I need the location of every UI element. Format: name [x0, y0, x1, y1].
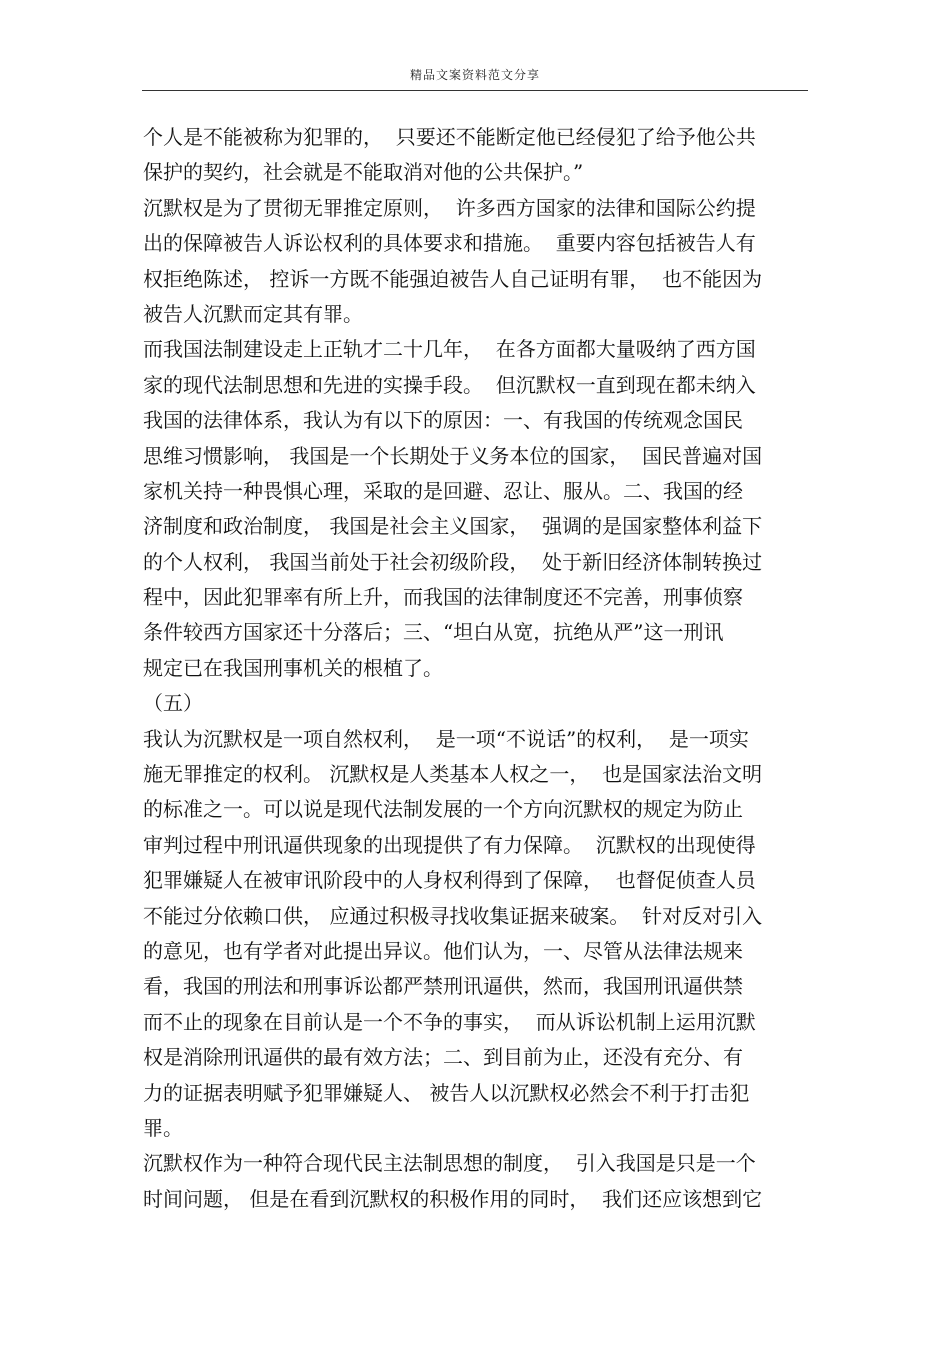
text-line: 规定已在我国刑事机关的根植了。: [143, 655, 443, 680]
text-line: 程中，因此犯罪率有所上升，而我国的法律制度还不完善，刑事侦察: [143, 585, 743, 610]
text-line: 不能过分依赖口供， 应通过积极寻找收集证据来破案。 针对反对引入: [143, 903, 763, 928]
header-divider: [142, 90, 808, 91]
text-line: 时间问题， 但是在看到沉默权的积极作用的同时， 我们还应该想到它: [143, 1186, 763, 1211]
text-line: 看，我国的刑法和刑事诉讼都严禁刑讯逼供，然而，我国刑讯逼供禁: [143, 974, 743, 999]
text-line: 的个人权利， 我国当前处于社会初级阶段， 处于新旧经济体制转换过: [143, 549, 763, 574]
text-line: 保护的契约，社会就是不能取消对他的公共保护。”: [143, 160, 584, 185]
text-line: 被告人沉默而定其有罪。: [143, 301, 363, 326]
text-line: 犯罪嫌疑人在被审讯阶段中的人身权利得到了保障， 也督促侦查人员: [143, 868, 756, 893]
text-line: 施无罪推定的权利。 沉默权是人类基本人权之一， 也是国家法治文明: [143, 762, 763, 787]
text-line: 出的保障被告人诉讼权利的具体要求和措施。 重要内容包括被告人有: [143, 231, 756, 256]
text-line: 罪。: [143, 1115, 183, 1140]
document-body: [143, 120, 823, 1217]
text-line: 沉默权作为一种符合现代民主法制思想的制度， 引入我国是只是一个: [143, 1151, 756, 1176]
text-line: 我认为沉默权是一项自然权利， 是一项“不说话”的权利， 是一项实: [143, 726, 749, 751]
text-line: 的标准之一。可以说是现代法制发展的一个方向沉默权的规定为防止: [143, 797, 743, 822]
text-line: （五）: [143, 691, 203, 716]
text-line: 而我国法制建设走上正轨才二十几年， 在各方面都大量吸纳了西方国: [143, 337, 756, 362]
text-line: 权是消除刑讯逼供的最有效方法；二、到目前为止，还没有充分、有: [143, 1045, 743, 1070]
text-line: 思维习惯影响， 我国是一个长期处于义务本位的国家， 国民普遍对国: [143, 443, 763, 468]
text-line: 家机关持一种畏惧心理，采取的是回避、忍让、服从。二、我国的经: [143, 478, 743, 503]
text-line: 而不止的现象在目前认是一个不争的事实， 而从诉讼机制上运用沉默: [143, 1009, 756, 1034]
text-line: 家的现代法制思想和先进的实操手段。 但沉默权一直到现在都未纳入: [143, 372, 756, 397]
text-line: 的意见，也有学者对此提出异议。他们认为，一、尽管从法律法规来: [143, 938, 743, 963]
text-line: 审判过程中刑讯逼供现象的出现提供了有力保障。 沉默权的出现使得: [143, 832, 756, 857]
text-line: 个人是不能被称为犯罪的， 只要还不能断定他已经侵犯了给予他公共: [143, 125, 756, 149]
text-line: 权拒绝陈述， 控诉一方既不能强迫被告人自己证明有罪， 也不能因为: [143, 266, 763, 291]
text-line: 条件较西方国家还十分落后；三、“坦白从宽，抗绝从严”这一刑讯: [143, 620, 724, 645]
text-line: 沉默权是为了贯彻无罪推定原则， 许多西方国家的法律和国际公约提: [143, 195, 756, 220]
text-line: 济制度和政治制度， 我国是社会主义国家， 强调的是国家整体利益下: [143, 514, 763, 539]
text-line: 我国的法律体系，我认为有以下的原因：一、有我国的传统观念国民: [143, 408, 743, 433]
text-line: 力的证据表明赋予犯罪嫌疑人、 被告人以沉默权必然会不利于打击犯: [143, 1080, 750, 1105]
page-header: 精品文案资料范文分享: [409, 68, 540, 82]
